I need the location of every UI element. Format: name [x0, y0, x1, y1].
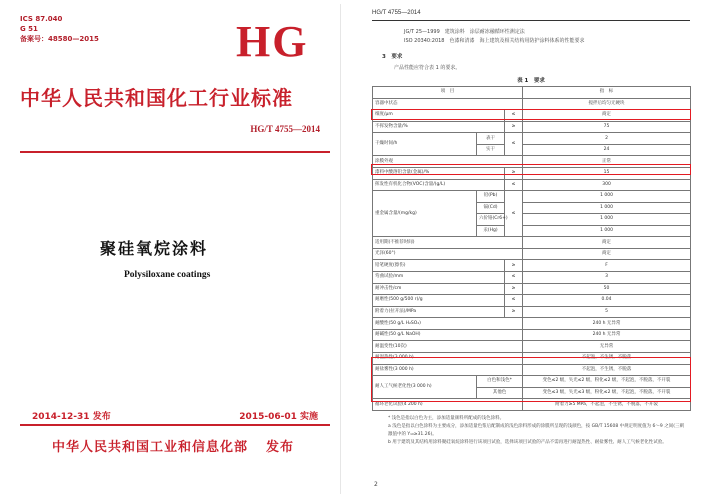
value-cell: 不起泡，不生锈，不脱落 [523, 364, 691, 376]
item-cell: 涂膜外观 [373, 156, 523, 168]
table-row [373, 272, 691, 284]
value-cell: 300 [523, 179, 691, 191]
value-cell: 无异常 [523, 341, 691, 353]
subitem-cell: 镉(Cd) [477, 202, 505, 214]
item-cell: 弯曲试验/mm [373, 272, 505, 284]
operator-cell: ≤ [505, 110, 523, 122]
table-row [373, 110, 691, 122]
reference-item: ISO 20340:2018 色漆和清漆 海上建筑及相关结构用防护涂料体系的性能要求 [404, 38, 585, 44]
column-header: 指 标 [523, 87, 691, 99]
table-row [373, 133, 691, 145]
table-row [373, 295, 691, 307]
table-row [373, 179, 691, 191]
subitem-cell: 汞(Hg) [477, 225, 505, 237]
table-row [373, 191, 691, 203]
header-rule [372, 20, 690, 21]
item-cell: 耐冲击性/cm [373, 283, 505, 295]
operator-cell: ≥ [505, 283, 523, 295]
item-cell: 循环老化试验(4 200 h) [373, 399, 523, 411]
operator-cell: ≤ [505, 179, 523, 191]
value-cell: 商定 [523, 237, 691, 249]
table-row [373, 364, 691, 376]
table-row [373, 318, 691, 330]
publisher [52, 436, 294, 455]
value-cell: 50 [523, 283, 691, 295]
item-cell: 适用期(不推荐时间) [373, 237, 523, 249]
value-cell: 正常 [523, 156, 691, 168]
subitem-cell: 实干 [477, 144, 505, 156]
note-item: a 浅色是指以白色涂料为主要成分，添加适量色浆后配制成的浅色涂料形成的涂膜所呈现的浅颜色，按 GB/T 15608 中规定明度值为 6～9 之间(三刺激值中的 Y₁₀≥31.26)。 [388, 424, 684, 437]
value-cell: 75 [523, 121, 691, 133]
value-cell: 1 000 [523, 225, 691, 237]
table-row [373, 329, 691, 341]
table-row [373, 248, 691, 260]
item-cell: 耐盐雾性(3 000 h) [373, 364, 523, 376]
requirements-table [372, 86, 691, 411]
implementation-date: 2015-06-01 实施 [239, 412, 318, 422]
section-intro: 产品性能应符合表 1 的要求。 [394, 65, 461, 71]
subitem-cell: 六价铬(Cr6+) [477, 214, 505, 226]
top-divider [20, 151, 330, 153]
standard-category-title: 中华人民共和国化工行业标准 [20, 86, 293, 110]
note-item: * 浅色是指以白色为主，添加适量颜料所配成的浅色涂料。 [388, 416, 505, 421]
operator-cell: ≤ [505, 272, 523, 284]
table-row [373, 283, 691, 295]
value-cell: 1 000 [523, 202, 691, 214]
standard-name-english: Polysiloxane coatings [124, 270, 211, 280]
normative-references [404, 28, 684, 46]
table-row [373, 237, 691, 249]
item-cell: 附着力(拉开法)/MPa [373, 306, 505, 318]
value-cell: 搅拌后均匀无硬块 [523, 98, 691, 110]
item-cell: 干燥时间/h [373, 133, 477, 156]
item-cell: 耐酸性(50 g/L H₂SO₄) [373, 318, 523, 330]
value-cell: 变色≤2 级，失光≤2 级，粉化≤2 级，不起泡，不脱落，不开裂 [523, 376, 691, 388]
value-cell: 3 [523, 272, 691, 284]
item-cell: 漆料中酸溶铅含量(金属)/% [373, 167, 505, 179]
bottom-divider [20, 424, 330, 426]
value-cell: 变色≤3 级，失光≤3 级，粉化≤2 级，不起泡，不脱落，不开裂 [523, 387, 691, 399]
table-row [373, 376, 691, 388]
subitem-cell: 白色和浅色* [477, 376, 523, 388]
value-cell: F [523, 260, 691, 272]
item-cell: 耐人工气候老化性(3 000 h) [373, 376, 477, 399]
value-cell: 5 [523, 306, 691, 318]
record-number: 备案号：48580—2015 [20, 35, 99, 43]
section-heading: 3 要求 [382, 54, 403, 60]
value-cell: 2 [523, 133, 691, 145]
value-cell: 0.04 [523, 295, 691, 307]
item-cell: 耐磨性(500 g/500 r)/g [373, 295, 505, 307]
subitem-cell: 铅(Pb) [477, 191, 505, 203]
value-cell: 240 h 无异常 [523, 329, 691, 341]
value-cell: 附着力≥5 MPa，不起泡，不生锈，不脱落，不开裂 [523, 399, 691, 411]
table-row [373, 306, 691, 318]
standard-number: HG/T 4755—2014 [250, 124, 320, 134]
page-header: HG/T 4755—2014 [372, 10, 421, 16]
table-row [373, 156, 691, 168]
reference-item: JG/T 25—1999 建筑涂料 涂层耐冻融循环性测定法 [404, 29, 525, 35]
cover-meta [20, 14, 99, 44]
classification-code: G 51 [20, 25, 38, 33]
value-cell: 15 [523, 167, 691, 179]
table-row [373, 260, 691, 272]
publisher-name: 中华人民共和国工业和信息化部 [52, 440, 249, 455]
table-row [373, 98, 691, 110]
subitem-cell: 表干 [477, 133, 505, 145]
table-row [373, 341, 691, 353]
publisher-suffix: 发布 [266, 440, 295, 455]
operator-cell: ≤ [505, 191, 523, 237]
item-cell: 不挥发物含量/% [373, 121, 505, 133]
subitem-cell: 其他色 [477, 387, 523, 399]
hg-logo: HG [236, 17, 309, 66]
item-cell: 细度/μm [373, 110, 505, 122]
value-cell: 1 000 [523, 191, 691, 203]
item-cell: 光泽(60°) [373, 248, 523, 260]
table-header-row [373, 87, 691, 99]
value-cell: 商定 [523, 248, 691, 260]
note-item: b 用于建筑及其结构用涂料聚硅氧烷涂料进行该项目试验，选择该项目试验的产品不需再进行耐湿热性、耐盐雾性、耐人工气候老化性试验。 [388, 440, 667, 445]
item-cell: 铅笔硬度(擦伤) [373, 260, 505, 272]
operator-cell: ≥ [505, 306, 523, 318]
table-row [373, 167, 691, 179]
requirements-page [364, 4, 698, 494]
item-cell: 耐碱性(50 g/L NaOH) [373, 329, 523, 341]
value-cell: 240 h 无异常 [523, 318, 691, 330]
table-title: 表 1 要求 [517, 78, 545, 84]
operator-cell: ≤ [505, 133, 523, 156]
column-header: 项 目 [373, 87, 523, 99]
ics-code: ICS 87.040 [20, 15, 63, 23]
operator-cell: ≥ [505, 167, 523, 179]
item-cell: 重金属含量/(mg/kg) [373, 191, 477, 237]
value-cell: 24 [523, 144, 691, 156]
operator-cell: ≥ [505, 121, 523, 133]
standard-name-chinese: 聚硅氧烷涂料 [100, 239, 209, 258]
item-cell: 耐湿热性(3 000 h) [373, 352, 523, 364]
value-cell: 商定 [523, 110, 691, 122]
table-row [373, 399, 691, 411]
table-notes [388, 415, 688, 447]
cover-page [4, 4, 341, 494]
operator-cell: ≥ [505, 260, 523, 272]
table-row [373, 352, 691, 364]
operator-cell: ≤ [505, 295, 523, 307]
item-cell: 容器中状态 [373, 98, 523, 110]
item-cell: 挥发性有机化合物(VOC)含量/(g/L) [373, 179, 505, 191]
item-cell: 耐温变性(10次) [373, 341, 523, 353]
issue-date: 2014-12-31 发布 [32, 412, 111, 422]
page-number: 2 [374, 481, 378, 488]
value-cell: 不起泡，不生锈，不脱落 [523, 352, 691, 364]
table-row [373, 121, 691, 133]
value-cell: 1 000 [523, 214, 691, 226]
